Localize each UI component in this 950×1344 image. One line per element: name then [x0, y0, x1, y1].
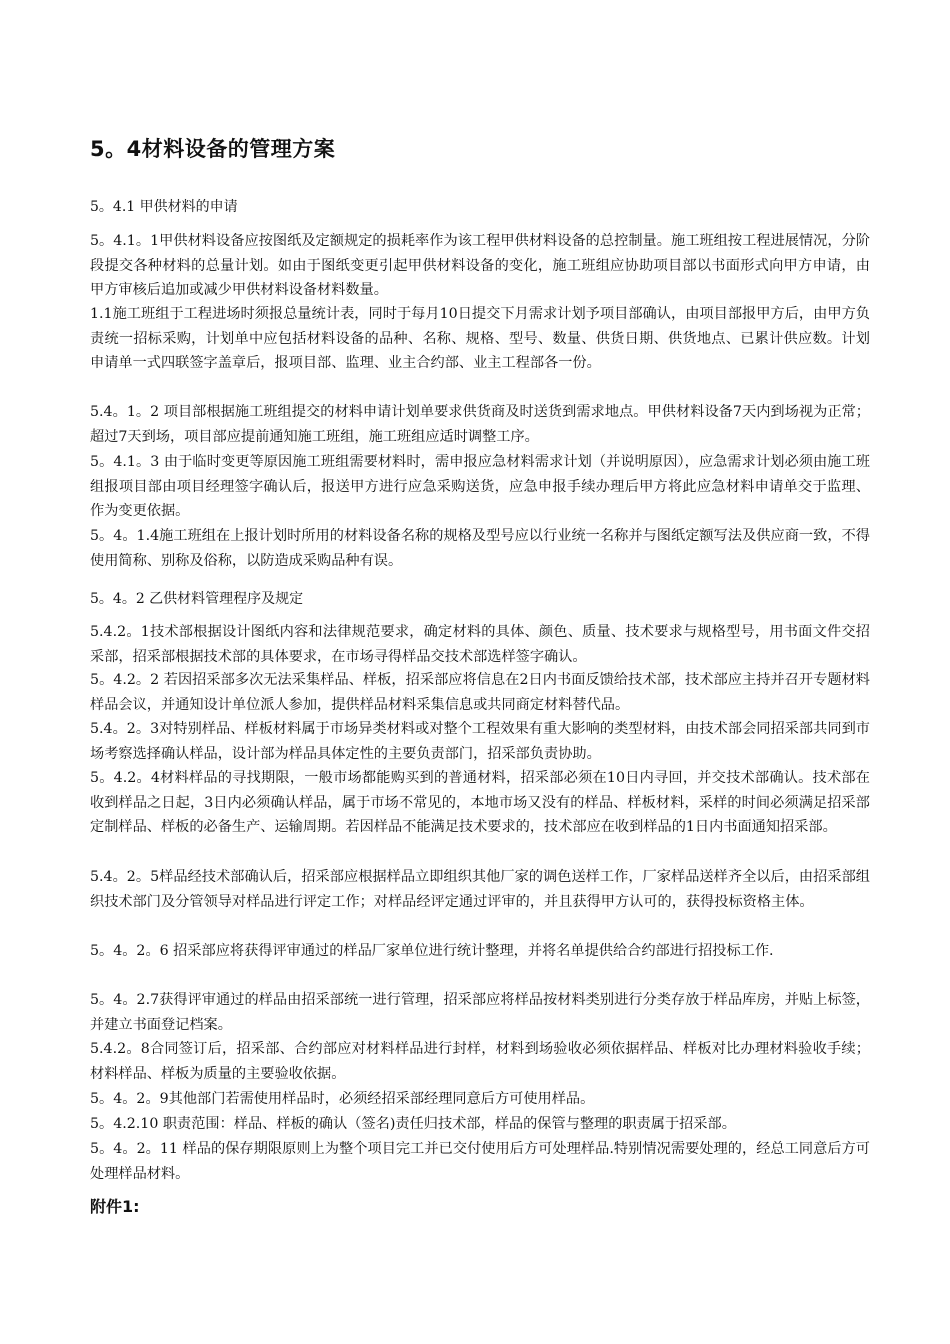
paragraph-4-2-9: 5。4。2。9其他部门若需使用样品时，必须经招采部经理同意后方可使用样品。	[90, 1091, 595, 1107]
paragraph-4-2-7: 5。4。2.7获得评审通过的样品由招采部统一进行管理，招采部应将样品按材料类别进行分类存放于样品库房，并贴上标签，并建立书面登记档案。	[90, 992, 870, 1033]
appendix-label: 附件1:	[90, 1197, 140, 1216]
section-heading: 5。4材料设备的管理方案	[90, 137, 336, 161]
paragraph-4-2-3: 5.4。2。3对特别样品、样板材料属于市场异类材料或对整个工程效果有重大影响的类型材料，由技术部会同招采部共同到市场考察选择确认样品，设计部为样品具体定性的主要负责部门，招采部负责协助。	[90, 721, 870, 762]
paragraph-4-1-3: 5。4.1。3 由于临时变更等原因施工班组需要材料时，需申报应急材料需求计划（并说明原因），应急需求计划必须由施工班组报项目部由项目经理签字确认后，报送甲方进行应急采购送货，应急申报手续办理后甲方将此应急材料申请单交于监理、作为变更依据。	[90, 454, 870, 519]
paragraph-4-2-8: 5.4.2。8合同签订后，招采部、合约部应对材料样品进行封样，材料到场验收必须依据样品、样板对比办理材料验收手续；材料样品、样板为质量的主要验收依据。	[90, 1041, 870, 1082]
paragraph-4-2-4: 5。4.2。4材料样品的寻找期限，一般市场都能购买到的普通材料，招采部必须在10日内寻回，并交技术部确认。技术部在收到样品之日起，3日内必须确认样品，属于市场不常见的，本地市场又没有的样品、样板材料，采样的时间必须满足招采部定制样品、样板的必备生产、运输周期。若因样品不能满足技术要求的，技术部应在收到样品的1日内书面通知招采部。	[90, 770, 870, 835]
paragraph-4-1-1: 5。4.1。1甲供材料设备应按图纸及定额规定的损耗率作为该工程甲供材料设备的总控制量。施工班组按工程进展情况，分阶段提交各种材料的总量计划。如由于图纸变更引起甲供材料设备的变化，施工班组应协助项目部以书面形式向甲方申请，由甲方审核后追加或减少甲供材料设备材料数量。	[90, 233, 870, 298]
paragraph-4-2-11: 5。4。2。11 样品的保存期限原则上为整个项目完工并已交付使用后方可处理样品.特别情况需要处理的，经总工同意后方可处理样品材料。	[90, 1141, 870, 1182]
subsection-title-4-1: 5。4.1 甲供材料的申请	[90, 199, 238, 215]
paragraph-4-2-2: 5。4.2。2 若因招采部多次无法采集样品、样板，招采部应将信息在2日内书面反馈给技术部，技术部应主持并召开专题材料样品会议，并通知设计单位派人参加，提供样品材料采集信息或共同商定材料替代品。	[90, 672, 870, 713]
subsection-title-4-2: 5。4。2 乙供材料管理程序及规定	[90, 591, 304, 607]
paragraph-4-1-2: 5.4。1。2 项目部根据施工班组提交的材料申请计划单要求供货商及时送货到需求地点。甲供材料设备7天内到场视为正常；超过7天到场，项目部应提前通知施工班组，施工班组应适时调整工序。	[90, 404, 870, 445]
paragraph-4-1-4: 5。4。1.4施工班组在上报计划时所用的材料设备名称的规格及型号应以行业统一名称并与图纸定额写法及供应商一致，不得使用简称、别称及俗称，以防造成采购品种有误。	[90, 528, 870, 569]
paragraph-4-2-10: 5。4.2.10 职责范围：样品、样板的确认（签名)责任归技术部，样品的保管与整理的职责属于招采部。	[90, 1116, 736, 1132]
paragraph-4-2-5: 5.4。2。5样品经技术部确认后，招采部应根据样品立即组织其他厂家的调色送样工作，厂家样品送样齐全以后，由招采部组织技术部门及分管领导对样品进行评定工作；对样品经评定通过评审的，并且获得甲方认可的，获得投标资格主体。	[90, 869, 870, 910]
paragraph-4-2-6: 5。4。2。6 招采部应将获得评审通过的样品厂家单位进行统计整理，并将名单提供给合约部进行招投标工作.	[90, 943, 774, 959]
paragraph-4-2-1: 5.4.2。1技术部根据设计图纸内容和法律规范要求，确定材料的具体、颜色、质量、技术要求与规格型号，用书面文件交招采部，招采部根据技术部的具体要求，在市场寻得样品交技术部选样签字确认。	[90, 624, 870, 665]
paragraph-1-1: 1.1施工班组于工程进场时须报总量统计表，同时于每月10日提交下月需求计划予项目部确认，由项目部报甲方后，由甲方负责统一招标采购，计划单中应包括材料设备的品种、名称、规格、型号、数量、供货日期、供货地点、已累计供应数。计划申请单一式四联签字盖章后，报项目部、监理、业主合约部、业主工程部各一份。	[90, 306, 870, 371]
